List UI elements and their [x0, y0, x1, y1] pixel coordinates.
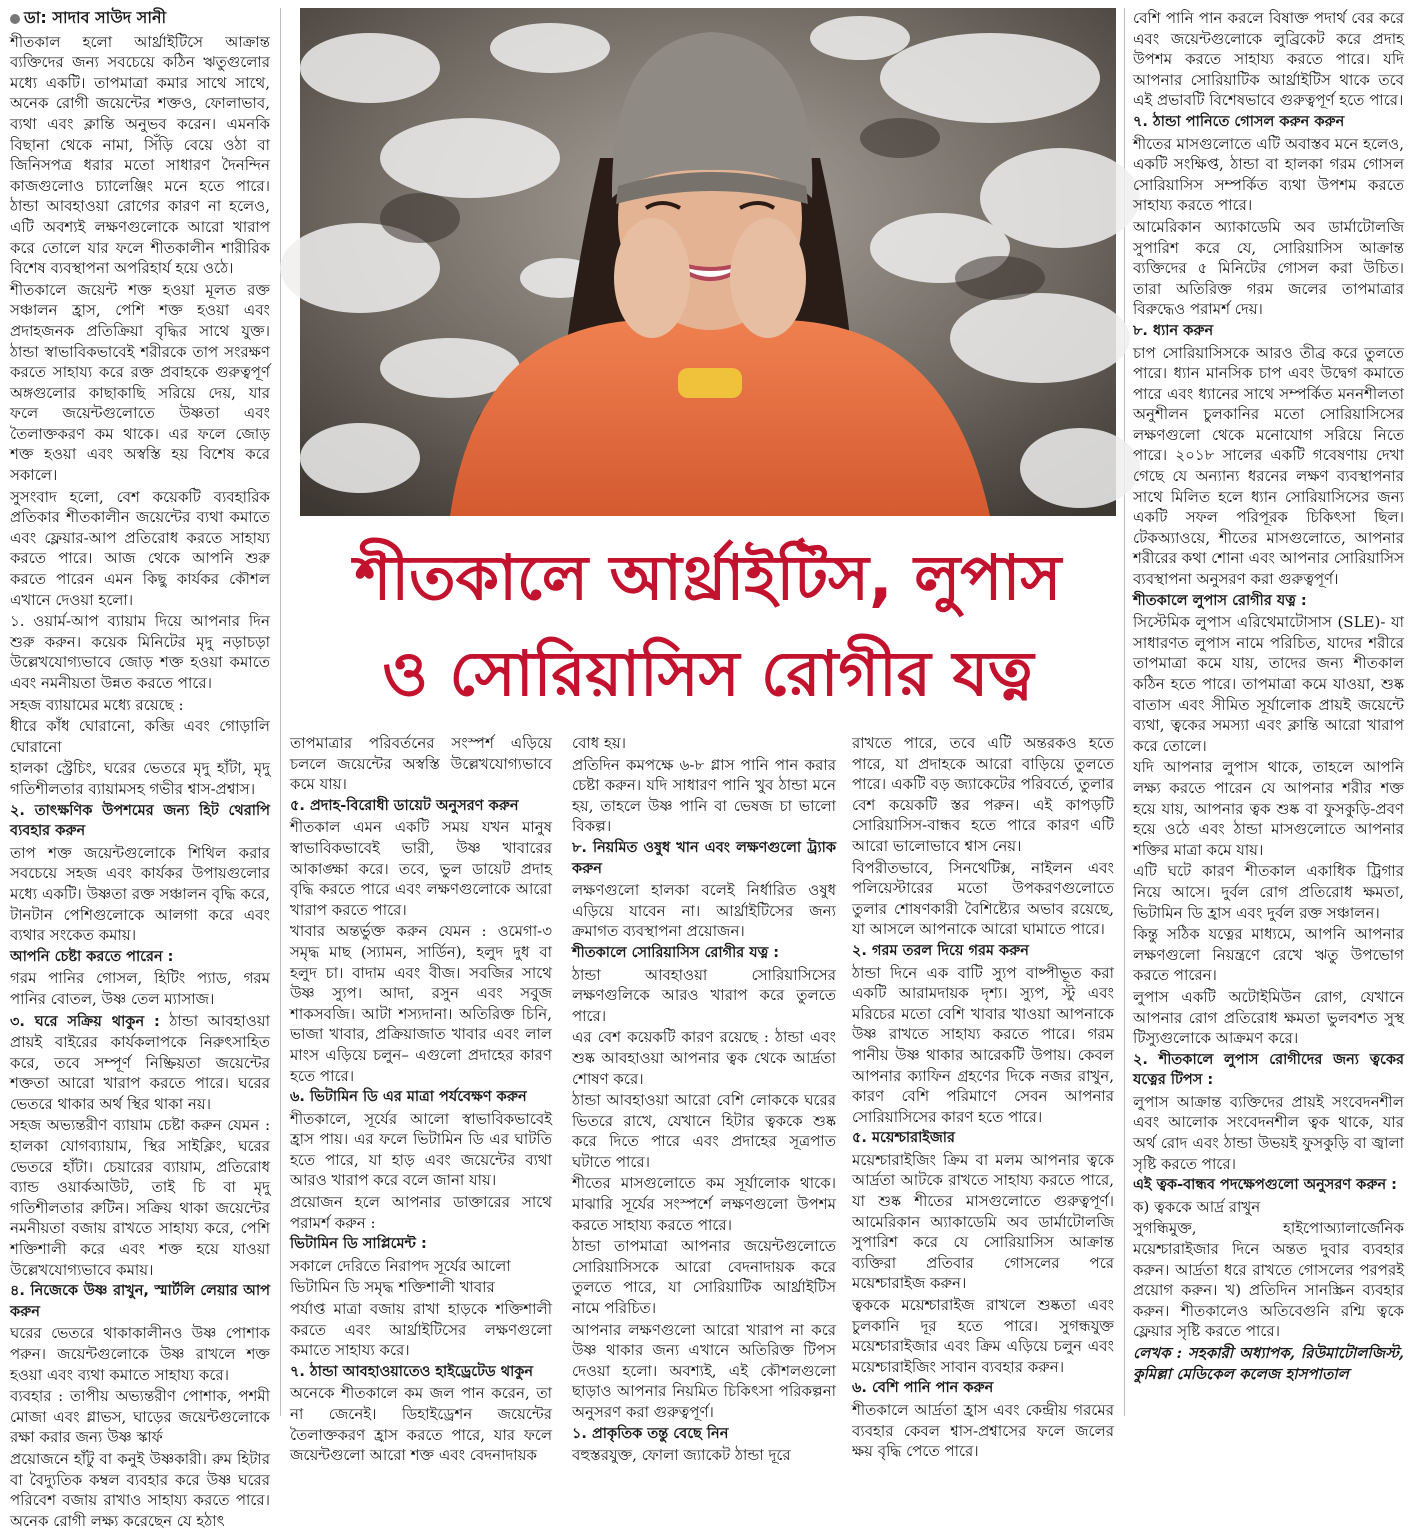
paragraph: রাখতে পারে, তবে এটি অন্তরকও হতে পারে, যা প্রদাহকে আরো বাড়িয়ে তুলতে পারে। একটি বড় জ্যাকেটের পরিবর্তে, তুলার বেশ কয়েকটি স্তর পরুন। এই কাপড়টি সোরিয়াসিস-বান্ধব হতে পারে কারণ এটি আরো ভালোভাবে শ্বাস নেয়। — [852, 734, 1114, 855]
section-heading: ৩. ঘরে সক্রিয় থাকুন : — [10, 1013, 160, 1030]
paragraph: শীতকাল এমন একটি সময় যখন মানুষ স্বাভাবিকভাবেই ভারী, উষ্ণ খাবারের আকাঙ্ক্ষা করে। তবে, ভুল ডায়েট প্রদাহ বৃদ্ধি করতে পারে এবং লক্ষণগুলোকে আরো খারাপ করতে পারে। — [290, 818, 552, 919]
section-heading: ২. গরম তরল দিয়ে গরম করুন — [852, 942, 1029, 959]
paragraph: অনেকে শীতকালে কম জল পান করেন, তা না জেনেই। ডিহাইড্রেশন জয়েন্টের তৈলাক্তকরণ হ্রাস করতে পারে, যার ফলে জয়েন্টগুলো আরো শক্ত এবং বেদনাদায়ক — [290, 1384, 552, 1465]
section-heading: ৬. বেশি পানি পান করুন — [852, 1380, 994, 1397]
article-column-1 — [10, 8, 270, 1530]
paragraph: লুপাস আক্রান্ত ব্যক্তিদের প্রায়ই সংবেদনশীল এবং আলোক সংবেদনশীল ত্বক থাকে, যার অর্থ রোদ এবং ঠান্ডা উভয়ই ফুসকুড়ি বা জ্বালা সৃষ্টি করতে পারে। — [1133, 1092, 1404, 1173]
section-heading: ২. তাৎক্ষণিক উপশমের জন্য হিট থেরাপি ব্যবহার করুন — [10, 802, 270, 840]
section-heading: ৬. ভিটামিন ডি এর মাত্রা পর্যবেক্ষণ করুন — [290, 1089, 527, 1106]
headline-line-2: ও সোরিয়াসিস রোগীর যত্ন — [382, 637, 1034, 710]
paragraph: যদি আপনার লুপাস থাকে, তাহলে আপনি লক্ষ্য করতে পারেন যে আপনার শরীর শক্ত হয়ে যায়, আপনার ত্বক শুষ্ক বা ফুসকুড়ি-প্রবণ হয়ে ওঠে এবং ঠান্ডা মাসগুলোতে আপনার শক্তির মাত্রা কমে যায়। — [1133, 758, 1404, 859]
article-column-3 — [572, 733, 836, 1465]
paragraph: ময়েশ্চারাইজিং ক্রিম বা মলম আপনার ত্বকে আর্দ্রতা আটকে রাখতে সাহায্য করতে পারে, যা শুষ্ক শীতের মাসগুলোতে গুরুত্বপূর্ণ। আমেরিকান অ্যাকাডেমি অব ডার্মাটোলজি সুপারিশ করে যে সোরিয়াসিস আক্রান্ত ব্যক্তিরা প্রতিবার গোসলের পরে ময়েশ্চারাইজ করুন। — [852, 1150, 1114, 1293]
section-heading: ৭. ঠান্ডা পানিতে গোসল করুন করুন — [1133, 113, 1345, 130]
paragraph: তাপ শক্ত জয়েন্টগুলোকে শিথিল করার সবচেয়ে সহজ এবং কার্যকর উপায়গুলোর মধ্যে একটি। উষ্ণতা রক্ত সঞ্চালন বৃদ্ধি করে, টানটান পেশিগুলোকে আলগা করে এবং ব্যথার সংকেত কমায়। — [10, 843, 270, 945]
paragraph — [10, 1011, 270, 1115]
paragraph: হালকা স্ট্রেচিং, ঘরের ভেতরে মৃদু হাঁটা, মৃদু গতিশীলতার ব্যায়ামসহ গভীর শ্বাস-প্রশ্বাস। — [10, 759, 270, 798]
paragraph: আপনার লক্ষণগুলো আরো খারাপ না করে উষ্ণ থাকার জন্য এখানে অতিরিক্ত টিপস দেওয়া হলো। অবশ্যই, এই কৌশলগুলো ছাড়াও আপনার নিয়মিত চিকিৎসা পরিকল্পনা অনুসরণ করা গুরুত্বপূর্ণ। — [572, 1320, 836, 1421]
paragraph: এটি ঘটে কারণ শীতকাল একাধিক ট্রিগার নিয়ে আসে। দুর্বল রোগ প্রতিরোধ ক্ষমতা, ভিটামিন ডি হ্রাস এবং দুর্বল রক্ত সঞ্চালন। — [1133, 862, 1404, 922]
paragraph: শীতের মাসগুলোতে কম সূর্যালোক থাকে। মাঝারি সূর্যের সংস্পর্শে লক্ষণগুলো উপশম করতে সাহায্য করতে পারে। — [572, 1174, 836, 1234]
paragraph: প্রয়োজন হলে আপনার ডাক্তারের সাথে পরামর্শ করুন : — [290, 1193, 552, 1232]
author-name: ডা: সাদাব সাউদ সানী — [24, 8, 167, 27]
paragraph: সহজ ব্যায়ামের মধ্যে রয়েছে : — [10, 695, 184, 714]
headline-line-1: শীতকালে আর্থ্রাইটিস, লুপাস — [354, 541, 1062, 614]
author-signature — [1133, 1343, 1404, 1384]
paragraph: ১. ওয়ার্ম-আপ ব্যায়াম দিয়ে আপনার দিন শুরু করুন। কয়েক মিনিটের মৃদু নড়াচড়া উল্লেখযোগ্যভাবে জোড় শক্ত হওয়া কমাতে এবং নমনীয়তা উন্নত করতে পারে। — [10, 612, 270, 692]
section-heading: শীতকালে লুপাস রোগীর যত্ন : — [1133, 592, 1307, 609]
paragraph: লক্ষণগুলো হালকা বলেই নির্ধারিত ওষুধ এড়িয়ে যাবেন না। আর্থ্রাইটিসের জন্য ক্রমাগত ব্যবস্থাপনা প্রয়োজন। — [572, 881, 836, 941]
section-heading: ২. শীতকালে লুপাস রোগীদের জন্য ত্বকের যত্নের টিপস : — [1133, 1051, 1404, 1089]
signature-label: লেখক : — [1133, 1344, 1183, 1362]
signature-text: সহকারী অধ্যাপক, রিউমাটোলজিস্ট, কুমিল্লা মেডিকেল কলেজ হাসপাতাল — [1133, 1344, 1404, 1383]
paragraph: গরম পানির গোসল, হিটিং প্যাড, গরম পানির বোতল, উষ্ণ তেল ম্যাসাজ। — [10, 969, 270, 1008]
paragraph: তাপমাত্রার পরিবর্তনের সংস্পর্শ এড়িয়ে চললে জয়েন্টের অস্বস্তি উল্লেখযোগ্যভাবে কমে যায়। — [290, 734, 552, 794]
section-heading: ৮. ধ্যান করুন — [1133, 322, 1214, 339]
section-heading: ৫. প্রদাহ-বিরোধী ডায়েট অনুসরণ করুন — [290, 797, 519, 814]
paragraph: বহুস্তরযুক্ত, ফোলা জ্যাকেট ঠান্ডা দূরে — [572, 1446, 791, 1465]
paragraph: শীতকালে জয়েন্ট শক্ত হওয়া মূলত রক্ত সঞ্চালন হ্রাস, পেশি শক্ত হওয়া এবং প্রদাহজনক প্রতিক্রিয়া বৃদ্ধির সাথে যুক্ত। ঠান্ডা স্বাভাবিকভাবেই শরীরকে তাপ সংরক্ষণ করতে সাহায্য করে রক্ত প্রবাহকে গুরুত্বপূর্ণ অঙ্গগুলোর কাছাকাছি সরিয়ে দেয়, যার ফলে জয়েন্টগুলোতে উষ্ণতা এবং তৈলাক্তকরণ কম থাকে। এর ফলে জোড় শক্ত হওয়া এবং অস্বস্তি হয় বিশেষ করে সকালে। — [10, 280, 270, 485]
headline — [300, 522, 1116, 727]
paragraph: প্রয়োজনে হাঁটু বা কনুই উষ্ণকারী। রুম হিটার বা বৈদ্যুতিক কম্বল ব্যবহার করে উষ্ণ ঘরের পরিবেশ বজায় রাখাও সাহায্য করতে পারে। অনেক রোগী লক্ষ্য করেছেন যে হঠাৎ — [10, 1449, 270, 1530]
paragraph: ত্বককে ময়েশ্চারাইজ রাখলে শুষ্কতা এবং চুলকানি দূর হতে পারে। সুগন্ধযুক্ত ময়েশ্চারাইজার এবং ক্রিম এড়িয়ে চলুন এবং ময়েশ্চারাইজিং সাবান ব্যবহার করুন। — [852, 1296, 1114, 1376]
section-heading: আপনি চেষ্টা করতে পারেন : — [10, 948, 174, 965]
paragraph: ঠান্ডা আবহাওয়া সোরিয়াসিসের লক্ষণগুলিকে আরও খারাপ করে তুলতে পারে। — [572, 965, 836, 1025]
paragraph: শীতকালে আর্দ্রতা হ্রাস এবং কেন্দ্রীয় গরমের ব্যবহার কেবল শ্বাস-প্রশ্বাসের ফলে জলের ক্ষয় বৃদ্ধি পেতে পারে। — [852, 1401, 1114, 1461]
woman-in-winter-photo — [300, 8, 1116, 516]
paragraph: বোধ হয়। — [572, 734, 627, 752]
paragraph: এর বেশ কয়েকটি কারণ রয়েছে : ঠান্ডা এবং শুষ্ক আবহাওয়া আপনার ত্বক থেকে আর্দ্রতা শোষণ করে। — [572, 1028, 836, 1088]
paragraph: ঠান্ডা দিনে এক বাটি স্যুপ বাষ্পীভূত করা একটি আরামদায়ক দৃশ্য। স্যুপ, স্টু এবং মরিচের মতো বেশি খাবার খাওয়া আপনাকে উষ্ণ রাখতে সাহায্য করতে পারে। গরম পানীয় উষ্ণ থাকার আরেকটি উপায়। কেবল আপনার ক্যাফিন গ্রহণের দিকে নজর রাখুন, কারণ বেশি পরিমাণে সেবন আপনার সোরিয়াসিসের কারণ হতে পারে। — [852, 963, 1114, 1126]
paragraph: ধীরে কাঁধ ঘোরানো, কব্জি এবং গোড়ালি ঘোরানো — [10, 717, 270, 756]
paragraph: খাবার অন্তর্ভুক্ত করুন যেমন : ওমেগা-৩ সমৃদ্ধ মাছ (স্যামন, সার্ডিন), হলুদ দুধ বা হলুদ চা। বাদাম এবং বীজ। সবজির সাথে উষ্ণ স্যুপ। আদা, রসুন এবং সবুজ শাকসবজি। আটা শস্যদানা। অতিরিক্ত চিনি, ভাজা খাবার, প্রক্রিয়াজাত খাবার এবং লাল মাংস এড়িয়ে চলুন– এগুলো প্রদাহের কারণ হতে পারে। — [290, 922, 552, 1085]
section-heading: শীতকালে সোরিয়াসিস রোগীর যত্ন : — [572, 944, 780, 961]
paragraph: বিপরীতভাবে, সিনথেটিক্স, নাইলন এবং পলিয়েস্টারের মতো উপকরণগুলোতে তুলার শোষণকারী বৈশিষ্ট্যের অভাব রয়েছে, যা আসলে আপনাকে আরো ঘামাতে পারে। — [852, 858, 1114, 939]
paragraph: ভিটামিন ডি সমৃদ্ধ শক্তিশালী খাবার — [290, 1278, 495, 1297]
paragraph: আমেরিকান অ্যাকাডেমি অব ডার্মাটোলজি সুপারিশ করে যে, সোরিয়াসিস আক্রান্ত ব্যক্তিদের ৫ মিনিটের গোসল করা উচিত। তারা অতিরিক্ত গরম জলের তাপমাত্রার বিরুদ্ধেও পরামর্শ দেয়। — [1133, 217, 1404, 319]
section-heading: ৫. ময়েশ্চারাইজার — [852, 1130, 955, 1147]
paragraph: ব্যবহার : তাপীয় অভ্যন্তরীণ পোশাক, পশমী মোজা এবং গ্লাভস, ঘাড়ের জয়েন্টগুলোকে রক্ষা করার জন্য উষ্ণ স্কার্ফ — [10, 1387, 270, 1447]
paragraph: শীতকালে, সূর্যের আলো স্বাভাবিকভাবেই হ্রাস পায়। এর ফলে ভিটামিন ডি এর ঘাটতি হতে পারে, যা হাড় এবং জয়েন্টের ব্যথা আরও খারাপ করে বলে জানা যায়। — [290, 1109, 552, 1190]
section-heading: ৭. ঠান্ডা আবহাওয়াতেও হাইড্রেটেড থাকুন — [290, 1363, 534, 1380]
paragraph: সহজ অভ্যন্তরীণ ব্যায়াম চেষ্টা করুন যেমন : হালকা যোগব্যায়াম, স্থির সাইক্লিং, ঘরের ভেতরে হাঁটা। চেয়ারের ব্যায়াম, প্রতিরোধ ব্যান্ড ওয়ার্কআউট, তাই চি বা মৃদু গতিশীলতার রুটিন। সক্রিয় থাকা জয়েন্টের নমনীয়তা বজায় রাখতে সাহায্য করে, পেশি শক্তিশালী করে এবং শক্ত হয়ে যাওয়া উল্লেখযোগ্যভাবে কমায়। — [10, 1116, 270, 1279]
article-column-2 — [290, 733, 552, 1465]
section-heading: ভিটামিন ডি সাপ্লিমেন্ট : — [290, 1236, 427, 1253]
paragraph: সকালে দেরিতে নিরাপদ সূর্যের আলো — [290, 1256, 511, 1275]
section-heading: ৪. নিজেকে উষ্ণ রাখুন, স্মার্টলি লেয়ার আপ করুন — [10, 1283, 270, 1320]
paragraph: সিস্টেমিক লুপাস এরিথেমাটোসাস (SLE)- যা সাধারণত লুপাস নামে পরিচিত, যাদের শরীরে তাপমাত্রা কমে যায়, তাদের জন্য শীতকাল কঠিন হতে পারে। তাপমাত্রা কমে যাওয়া, শুষ্ক বাতাস এবং সীমিত সূর্যালোক প্রায়ই জয়েন্টে ব্যথা, ত্বকের সমস্যা এবং ক্লান্তি আরো খারাপ করে তোলে। — [1133, 613, 1404, 755]
paragraph: শীতকাল হলো আর্থ্রাইটিসে আক্রান্ত ব্যক্তিদের জন্য সবচেয়ে কঠিন ঋতুগুলোর মধ্যে একটি। তাপমাত্রা কমার সাথে সাথে, অনেক রোগী জয়েন্টের শক্তও, ফোলাভাব, ব্যথা এবং ক্লান্তি অনুভব করেন। এমনকি বিছানা থেকে নামা, সিঁড়ি বেয়ে ওঠা বা জিনিসপত্র ধরার মতো সাধারণ দৈনন্দিন কাজগুলোও চ্যালেঞ্জিং মনে হতে পারে। ঠান্ডা আবহাওয়া রোগের কারণ না হলেও, এটি অবশ্যই লক্ষণগুলোকে আরো খারাপ করে তোলে যার ফলে শীতকালীন শারীরিক বিশেষ ব্যবস্থাপনা অপরিহার্য হয়ে ওঠে। — [10, 32, 270, 278]
paragraph: কিন্তু সঠিক যত্নের মাধ্যমে, আপনি আপনার লক্ষণগুলো নিয়ন্ত্রণে রেখে ঋতু উপভোগ করতে পারেন। — [1133, 925, 1404, 985]
paragraph: লুপাস একটি অটোইমিউন রোগ, যেখানে আপনার রোগ প্রতিরোধ ক্ষমতা ভুলবশত সুস্থ টিস্যুগুলোকে আক্রমণ করে। — [1133, 987, 1404, 1048]
paragraph: সুসংবাদ হলো, বেশ কয়েকটি ব্যবহারিক প্রতিকার শীতকালীন জয়েন্টের ব্যথা কমাতে এবং ফ্লেয়ার-আপ প্রতিরোধ করতে সাহায্য করতে পারে। আজ থেকে আপনি শুরু করতে পারেন এমন কিছু কার্যকর কৌশল এখানে দেওয়া হলো। — [10, 487, 270, 609]
paragraph: ঠান্ডা আবহাওয়া আরো বেশি লোককে ঘরের ভিতরে রাখে, যেখানে হিটার ত্বককে শুষ্ক করে দিতে পারে এবং প্রদাহের সূত্রপাত ঘটাতে পারে। — [572, 1091, 836, 1171]
paragraph: ক) ত্বককে আর্দ্র রাখুন — [1133, 1197, 1261, 1216]
column-rule — [280, 8, 281, 1416]
paragraph: বেশি পানি পান করলে বিষাক্ত পদার্থ বের করে এবং জয়েন্টগুলোকে লুব্রিকেট করে প্রদাহ উপশম করতে সাহায্য করতে পারে। যদি আপনার সোরিয়াটিক আর্থ্রাইটিস থাকে তবে এই প্রভাবটি বিশেষভাবে গুরুত্বপূর্ণ হতে পারে। — [1133, 9, 1404, 110]
section-heading: ১. প্রাকৃতিক তন্তু বেছে নিন — [572, 1425, 729, 1442]
author-byline — [10, 8, 270, 29]
paragraph: ঠান্ডা তাপমাত্রা আপনার জয়েন্টগুলোতে সোরিয়াসিসকে আরো বেদনাদায়ক করে তুলতে পারে, যা সোরিয়াটিক আর্থ্রাইটিস নামে পরিচিত। — [572, 1237, 836, 1318]
section-heading: এই ত্বক-বান্ধব পদক্ষেপগুলো অনুসরণ করুন : — [1133, 1177, 1397, 1194]
article-column-4 — [852, 733, 1114, 1461]
paragraph: শীতের মাসগুলোতে এটি অবাস্তব মনে হলেও, একটি সংক্ষিপ্ত, ঠান্ডা বা হালকা গরম গোসল সোরিয়াসিস সম্পর্কিত ব্যথা উপশম করতে সাহায্য করতে পারে। — [1133, 134, 1404, 215]
bullet-icon — [10, 14, 20, 24]
paragraph: চাপ সোরিয়াসিসকে আরও তীব্র করে তুলতে পারে। ধ্যান মানসিক চাপ এবং উদ্বেগ কমাতে পারে এবং ধ্যানের সাথে সম্পর্কিত মননশীলতা অনুশীলন চুলকানির মতো সোরিয়াসিসের লক্ষণগুলো থেকে মনোযোগ সরিয়ে নিতে পারে। ২০১৮ সালের একটি গবেষণায় দেখা গেছে যে অন্যান্য ধরনের লক্ষণ ব্যবস্থাপনার সাথে মিলিত হলে ধ্যান সোরিয়াসিসের জন্য একটি সফল পরিপূরক চিকিৎসা ছিল। টেকঅ্যাওয়ে, শীতের মাসগুলোতে, আপনার শরীরের কথা শোনা এবং আপনার সোরিয়াসিস ব্যবস্থাপনা অনুসরণ করা গুরুত্বপূর্ণ। — [1133, 343, 1404, 589]
paragraph: পর্যাপ্ত মাত্রা বজায় রাখা হাড়কে শক্তিশালী করতে এবং আর্থ্রাইটিসের লক্ষণগুলো কমাতে সাহায্য করে। — [290, 1300, 552, 1360]
article-photo — [300, 8, 1116, 516]
paragraph-text: ঠান্ডা আবহাওয়া প্রায়ই বাইরের কার্যকলাপকে নিরুৎসাহিত করে, তবে সম্পূর্ণ নিষ্ক্রিয়তা জয়েন্টের শক্ততা আরো খারাপ করতে পারে। ঘরের ভেতরে থাকার অর্থ স্থির থাকা নয়। — [10, 1011, 270, 1113]
article-column-right — [1133, 8, 1404, 1418]
paragraph: ঘরের ভেতরে থাকাকালীনও উষ্ণ পোশাক পরুন। জয়েন্টগুলোকে উষ্ণ রাখলে শক্ত হওয়া এবং ব্যথা কমাতে সাহায্য করে। — [10, 1324, 270, 1384]
paragraph: সুগন্ধিমুক্ত, হাইপোঅ্যালার্জেনিক ময়েশ্চারাইজার দিনে অন্তত দুবার ব্যবহার করুন। আর্দ্রতা ধরে রাখতে গোসলের পরপরই প্রয়োগ করুন। খ) প্রতিদিন সানস্ক্রিন ব্যবহার করুন। শীতকালেও অতিবেগুনি রশ্মি ত্বকে ফ্লেয়ার সৃষ্টি করতে পারে। — [1133, 1219, 1404, 1341]
paragraph: প্রতিদিন কমপক্ষে ৬-৮ গ্লাস পানি পান করার চেষ্টা করুন। যদি সাধারণ পানি খুব ঠান্ডা মনে হয়, তাহলে উষ্ণ পানি বা ভেষজ চা ভালো বিকল্প। — [572, 755, 836, 836]
section-heading: ৮. নিয়মিত ওষুধ খান এবং লক্ষণগুলো ট্র্যাক করুন — [572, 839, 836, 877]
